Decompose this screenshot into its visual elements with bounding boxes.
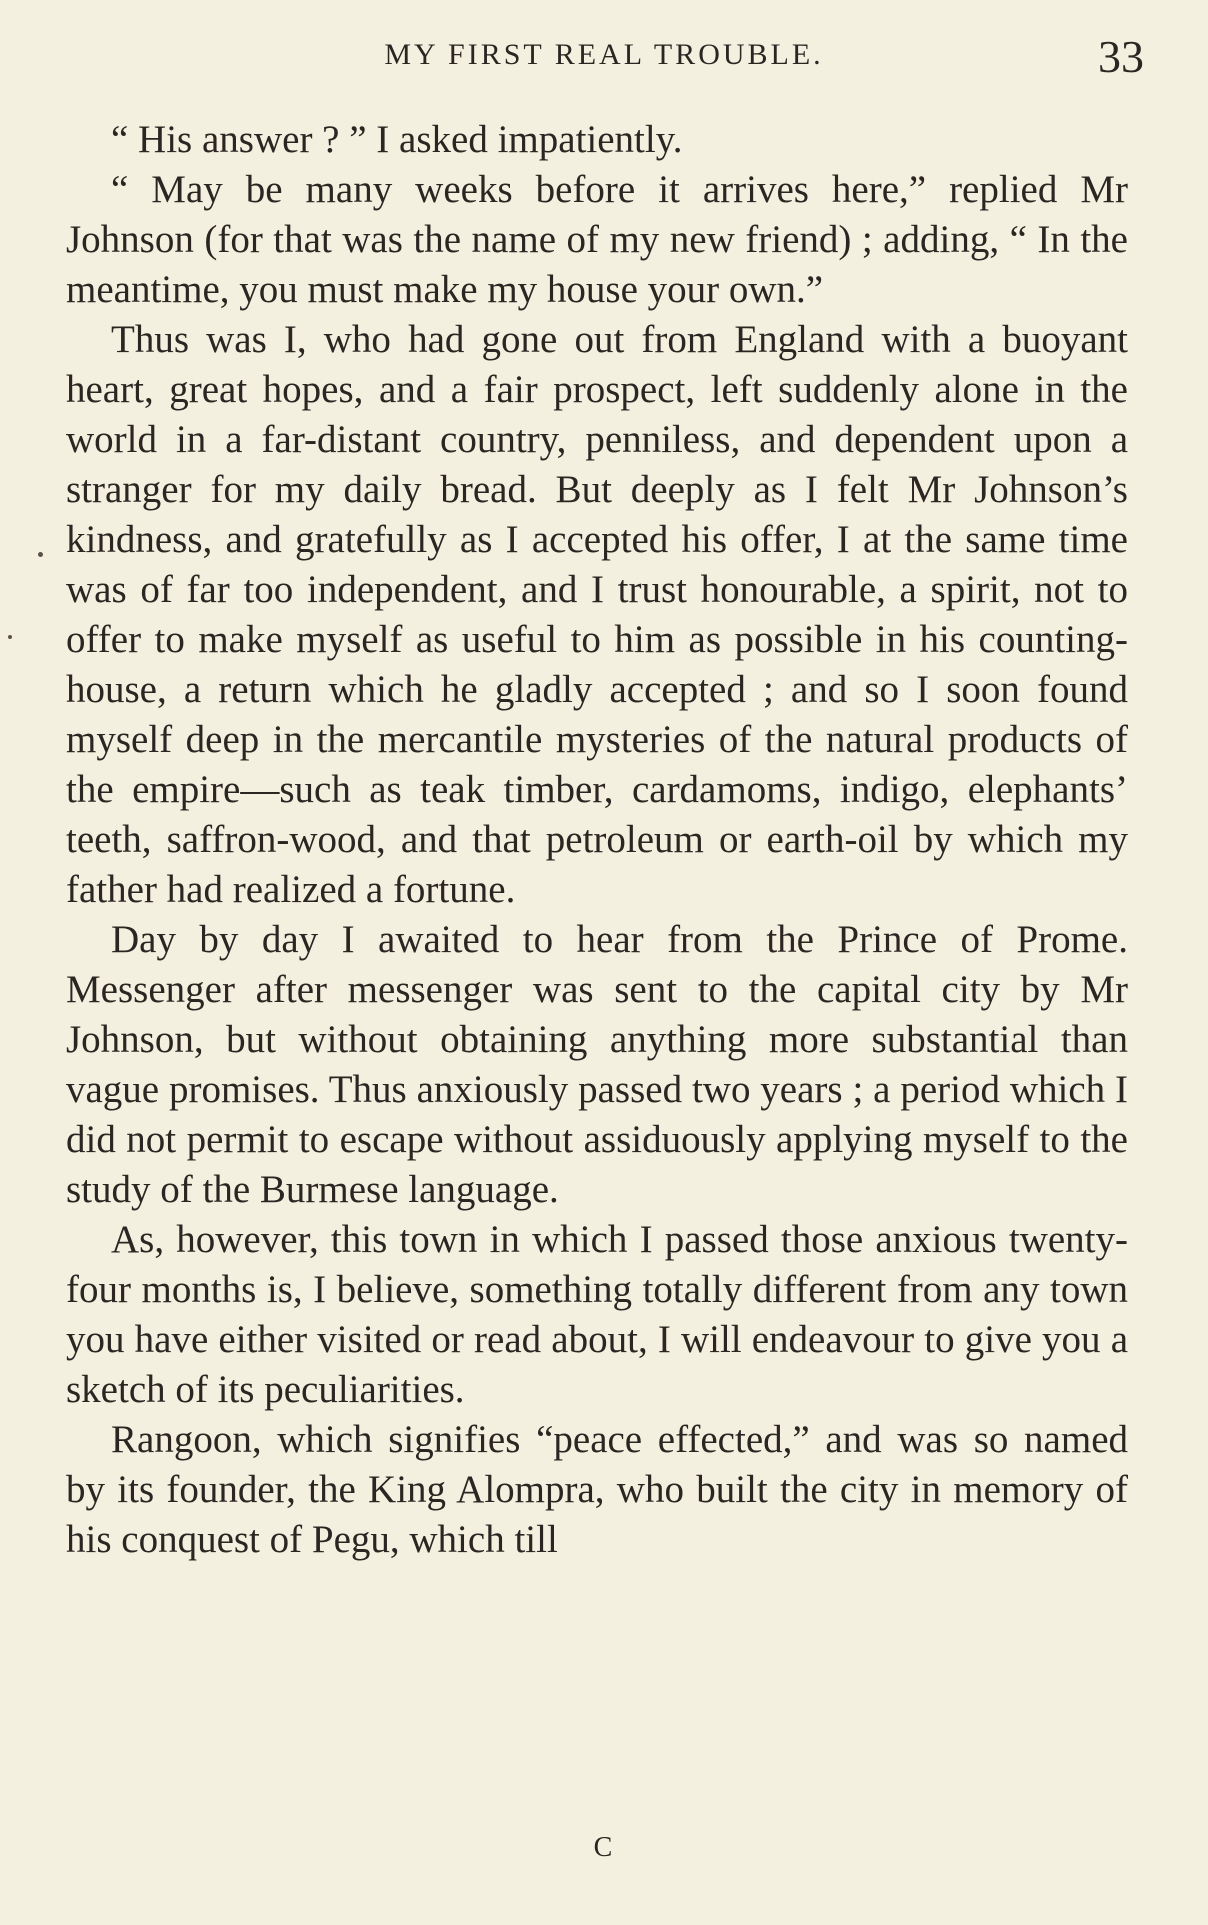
paragraph: “ May be many weeks before it arrives here,” replied Mr Johnson (for that was the name of my new friend) ; adding, “ In the meantime, you must make my house your own.”: [66, 168, 1128, 311]
body-text: [66, 115, 1128, 1565]
paragraph: As, however, this town in which I passed those anxious twenty-four months is, I believe, something totally different from any town you have either visited or read about, I will endeavour to give you a sketch of its peculiarities.: [66, 1218, 1128, 1411]
paragraph: Thus was I, who had gone out from England with a buoyant heart, great hopes, and a fair prospect, left suddenly alone in the world in a far-distant country, penniless, and dependent upon a stranger for my daily bread. But deeply as I felt Mr Johnson’s kindness, and gratefully as I accepted his offer, I at the same time was of far too independent, and I trust honourable, a spirit, not to offer to make myself as useful to him as possible in his counting-house, a return which he gladly accepted ; and so I soon found myself deep in the mercantile mysteries of the natural products of the empire—such as teak timber, cardamoms, indigo, elephants’ teeth, saffron-wood, and that petroleum or earth-oil by which my father had realized a fortune.: [66, 318, 1128, 911]
running-title: MY FIRST REAL TROUBLE.: [384, 38, 824, 71]
paragraph: “ His answer ? ” I asked impatiently.: [111, 118, 683, 161]
signature-mark: C: [593, 1832, 615, 1863]
ink-speck: [8, 635, 12, 639]
running-head: [66, 31, 1144, 84]
paragraph: Day by day I awaited to hear from the Prince of Prome. Messenger after messenger was sent to the capital city by Mr Johnson, but without obtaining anything more substantial than vague promises. Thus anxiously passed two years ; a period which I did not permit to escape without assiduously applying myself to the study of the Burmese language.: [66, 918, 1128, 1211]
ink-speck: [38, 552, 43, 557]
paragraph: Rangoon, which signifies “peace effected,” and was so named by its founder, the King Alompra, who built the city in memory of his conquest of Pegu, which till: [66, 1418, 1128, 1561]
page-number: 33: [1098, 31, 1144, 82]
